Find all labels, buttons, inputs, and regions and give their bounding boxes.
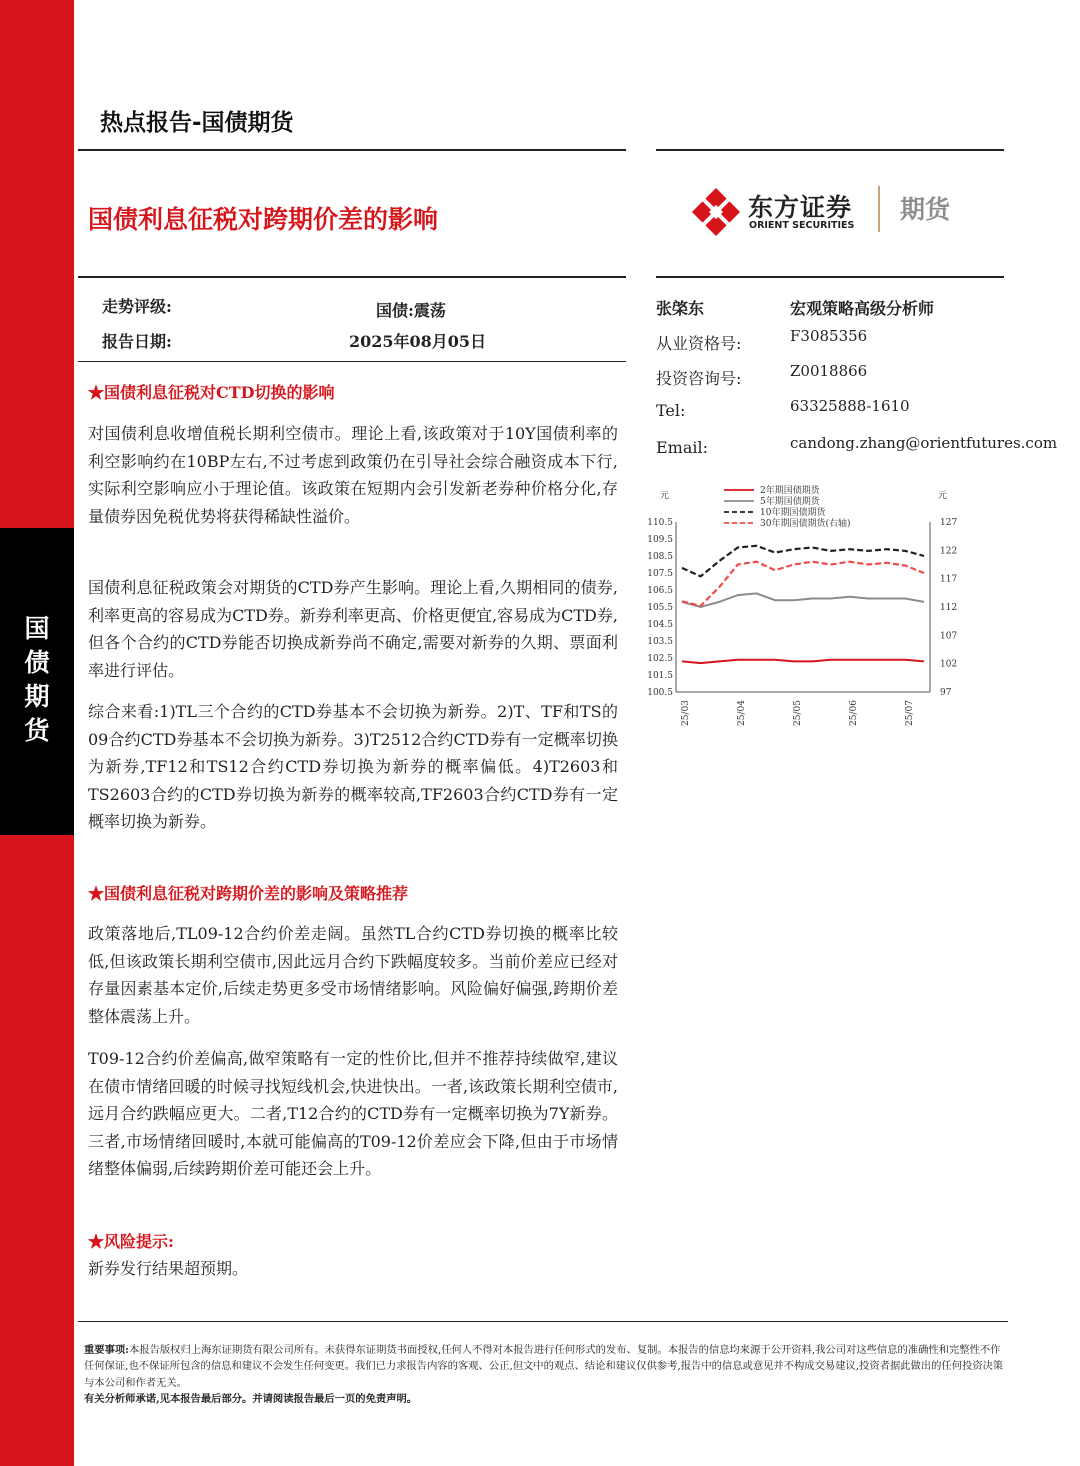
logo-text-en: ORIENT SECURITIES [749, 220, 855, 231]
logo-divider [878, 186, 880, 232]
analyst-field-label: 投资咨询号: [656, 369, 742, 388]
page-title: 国债利息征税对跨期价差的影响 [88, 205, 439, 234]
y-left-tick-label: 102.5 [647, 654, 673, 664]
logo-text-cn: 东方证券 [748, 193, 853, 222]
x-tick-label: 25/07 [905, 700, 915, 726]
analyst-email[interactable] [790, 434, 1057, 452]
analyst-title: 宏观策略高级分析师 [790, 299, 935, 318]
chart-series [682, 546, 924, 663]
rating-value: 国债:震荡 [376, 301, 446, 320]
section-heading: ★风险提示: [88, 1232, 174, 1251]
y-left-tick-label: 101.5 [647, 671, 673, 681]
orient-logo-icon [690, 186, 742, 238]
disclaimer-footer: 有关分析师承诺,见本报告最后部分。并请阅读报告最后一页的免责声明。 [84, 1392, 418, 1405]
report-type: 热点报告-国债期货 [100, 110, 294, 136]
disclaimer-body: 本报告版权归上海东证期货有限公司所有。未获得东证期货书面授权,任何人不得对本报告进行任何形式的发布、复制。本报告的信息均来源于公开资料,我公司对这些信息的准确性和完整性不作任何保证,也不保证所包含的信息和建议不会发生任何变更。我们已力求报告内容的客观、公正,但文中的观点、结论和建议仅供参考,报告中的信息或意见并不构成交易建议,投资者据此做出的任何投资决策与本公司和作者无关。 [84, 1344, 1004, 1389]
analyst-name: 张棨东 [656, 299, 705, 318]
analyst-top-divider [656, 276, 1004, 278]
paragraph: 综合来看:1)TL三个合约的CTD券基本不会切换为新券。2)T、TF和TS的09合约CTD券基本不会切换为新券。3)T2512合约CTD券有一定概率切换为新券,TF12和TS12合约CTD券切换为新券的概率偏低。4)T2603和TS2603合约的CTD券切换为新券的概率较高,TF2603合约CTD券有一定概率切换为新券。 [88, 702, 618, 831]
y-left-tick-label: 104.5 [647, 620, 673, 630]
header-divider-left [78, 149, 626, 151]
footer-divider [78, 1321, 1008, 1322]
analyst-email-text[interactable]: candong.zhang@orientfutures.com [790, 434, 1058, 452]
analyst-field-label: 从业资格号: [656, 334, 742, 353]
analyst-qualification-no: F3085356 [790, 327, 868, 345]
paragraph: T09-12合约价差偏高,做窄策略有一定的性价比,但并不推荐持续做窄,建议在债市情绪回暖的时候寻找短线机会,快进快出。一者,该政策长期利空债市,远月合约跌幅应更大。二者,T12合约的CTD券有一定概率切换为7Y新券。三者,市场情绪回暖时,本就可能偏高的T09-12价差应会下降,但由于市场情绪整体偏弱,后续跨期价差可能还会上升。 [88, 1049, 618, 1178]
y-right-tick-label: 117 [940, 574, 958, 585]
meta-bottom-divider [78, 361, 626, 362]
series-line [682, 546, 924, 577]
y-right-tick-label: 107 [940, 631, 958, 642]
y-right-tick-label: 112 [940, 603, 958, 613]
legend-label: 10年期国债期货 [760, 508, 826, 518]
logo-subtitle: 期货 [900, 195, 951, 224]
y-right-tick-label: 122 [940, 546, 958, 557]
x-tick-label: 25/04 [737, 700, 747, 726]
legend-label: 30年期国债期货(右轴) [760, 519, 851, 529]
series-line [682, 660, 924, 663]
legend-label: 5年期国债期货 [760, 497, 820, 507]
y-left-tick-label: 106.5 [647, 586, 673, 596]
report-date: 2025年08月05日 [349, 332, 487, 351]
section-heading: ★国债利息征税对CTD切换的影响 [88, 383, 335, 402]
sidebar-category-label [14, 612, 60, 748]
series-line [682, 593, 924, 607]
y-right-tick-label: 127 [940, 518, 958, 528]
sidebar-char: 债 [24, 648, 50, 677]
y-left-tick-label: 103.5 [647, 637, 673, 647]
y-right-tick-label: 102 [940, 659, 958, 670]
y-right-tick-label: 97 [940, 688, 952, 698]
y-left-tick-label: 108.5 [647, 552, 673, 562]
paragraph: 政策落地后,TL09-12合约价差走阔。虽然TL合约CTD券切换的概率比较低,但该政策长期利空债市,因此远月合约下跌幅度较多。当前价差应已经对存量因素基本定价,后续走势更多受市场情绪影响。风险偏好偏强,跨期价差整体震荡上升。 [88, 924, 618, 1026]
disclaimer [84, 1342, 1009, 1407]
rating-label: 走势评级: [102, 297, 172, 316]
y-left-tick-label: 105.5 [647, 603, 673, 613]
y-left-tick-label: 110.5 [647, 518, 673, 528]
disclaimer-lead: 重要事项: [84, 1344, 129, 1356]
y-left-tick-label: 107.5 [647, 569, 673, 579]
y-left-tick-label: 109.5 [647, 535, 673, 545]
date-label: 报告日期: [102, 332, 172, 351]
analyst-tel: 63325888-1610 [790, 397, 910, 415]
meta-top-divider [78, 276, 626, 278]
x-tick-label: 25/06 [849, 700, 859, 726]
header-divider-right [656, 149, 1004, 151]
sidebar-char: 国 [24, 614, 50, 643]
sidebar-char: 货 [24, 716, 50, 745]
x-tick-label: 25/03 [681, 700, 691, 726]
paragraph: 对国债利息收增值税长期利空债市。理论上看,该政策对于10Y国债利率的利空影响约在10BP左右,不过考虑到政策仍在引导社会综合融资成本下行,实际利空影响应小于理论值。该政策在短期内会引发新老券种价格分化,存量债券因免税优势将获得稀缺性溢价。 [88, 424, 618, 526]
paragraph: 国债利息征税政策会对期货的CTD券产生影响。理论上看,久期相同的债券,利率更高的容易成为CTD券。新券利率更高、价格更便宜,容易成为CTD券,但各个合约的CTD券能否切换成新券尚不确定,需要对新券的久期、票面利率进行评估。 [88, 578, 618, 680]
analyst-field-label: Email: [656, 438, 709, 457]
y-left-tick-label: 100.5 [647, 688, 673, 698]
legend-label: 2年期国债期货 [760, 486, 820, 496]
y-left-unit: 元 [660, 491, 670, 501]
company-logo [690, 186, 1010, 238]
chart-legend [724, 484, 850, 529]
analyst-consult-no: Z0018866 [790, 362, 868, 380]
x-tick-label: 25/05 [793, 700, 803, 726]
paragraph: 新券发行结果超预期。 [88, 1259, 249, 1278]
section-heading: ★国债利息征税对跨期价差的影响及策略推荐 [88, 884, 409, 903]
analyst-field-label: Tel: [656, 401, 686, 420]
bond-futures-price-chart [640, 482, 970, 732]
chart-axes [647, 518, 957, 726]
sidebar-char: 期 [24, 682, 50, 711]
y-right-unit: 元 [938, 491, 948, 501]
